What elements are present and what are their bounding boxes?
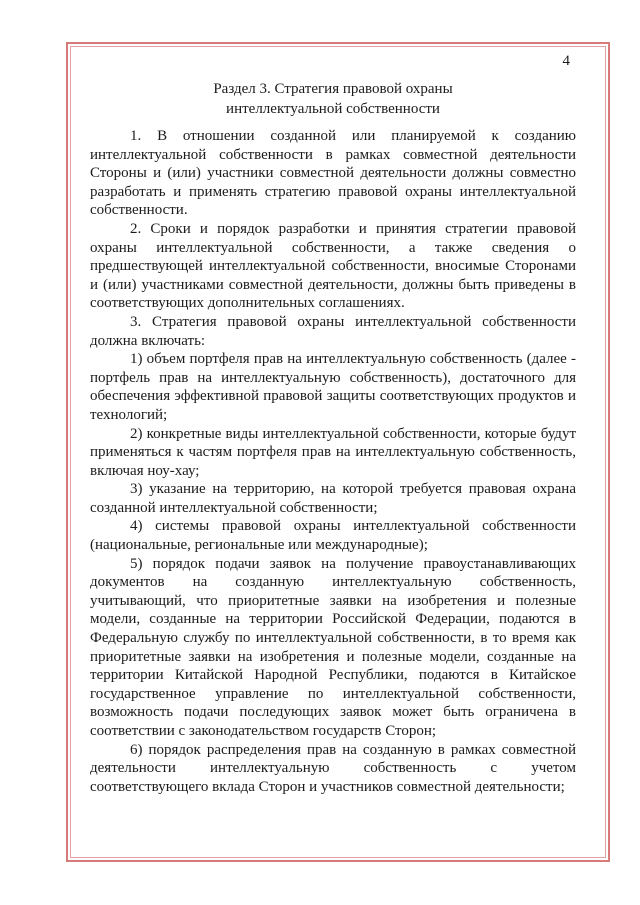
page-number: 4 [562,53,570,69]
list-item-1: 1) объем портфеля прав на интеллектуальную собственность (далее - портфель прав на интеллектуальную собственность), достаточного для обеспечения эффективной правовой защиты соответствующих продуктов и технологий; [90,351,576,423]
list-item-2: 2) конкретные виды интеллектуальной собственности, которые будут применяться к частям портфеля прав на интеллектуальную собственность, включая ноу-хау; [90,425,576,479]
section-title-line-2: интеллектуальной собственности [226,101,440,117]
section-title-line-1: Раздел 3. Стратегия правовой охраны [213,81,453,97]
list-item-5: 5) порядок подачи заявок на получение правоустанавливающих документов на созданную интеллектуальную собственность, учитывающий, что приоритетные заявки на изобретения и полезные модели, созданные на территории Российской Федерации, подаются в Федеральную службу по интеллектуальной собственности, в то время как приоритетные заявки на изобретения и полезные модели, созданные на территории Китайской Народной Республики, подаются в Китайское государственное управление по интеллектуальной собственности, возможность подачи последующих заявок может быть ограничена в соответствии с законодательством государств Сторон; [90,555,576,739]
list-item-4: 4) системы правовой охраны интеллектуальной собственности (национальные, региональные или международные); [90,518,576,554]
section-heading [90,79,576,119]
paragraph-1: 1. В отношении созданной или планируемой к созданию интеллектуальной собственности в рамках совместной деятельности Стороны и (или) участники совместной деятельности должны совместно разработать и применять стратегию правовой охраны интеллектуальной собственности. [90,128,576,219]
paragraph-2: 2. Сроки и порядок разработки и принятия стратегии правовой охраны интеллектуальной собственности, а также сведения о предшествующей интеллектуальной собственности, вносимые Сторонами и (или) участниками совместной деятельности, должны быть приведены в соответствующих дополнительных соглашениях. [90,220,576,312]
list-item-3: 3) указание на территорию, на которой требуется правовая охрана созданной интеллектуальной собственности; [90,481,576,516]
paragraph-3: 3. Стратегия правовой охраны интеллектуальной собственности должна включать: [90,313,576,349]
document-body [90,127,576,796]
list-item-6: 6) порядок распределения прав на созданную в рамках совместной деятельности интеллектуальную собственность с учетом соответствующего вклада Сторон и участников совместной деятельности; [90,741,576,795]
